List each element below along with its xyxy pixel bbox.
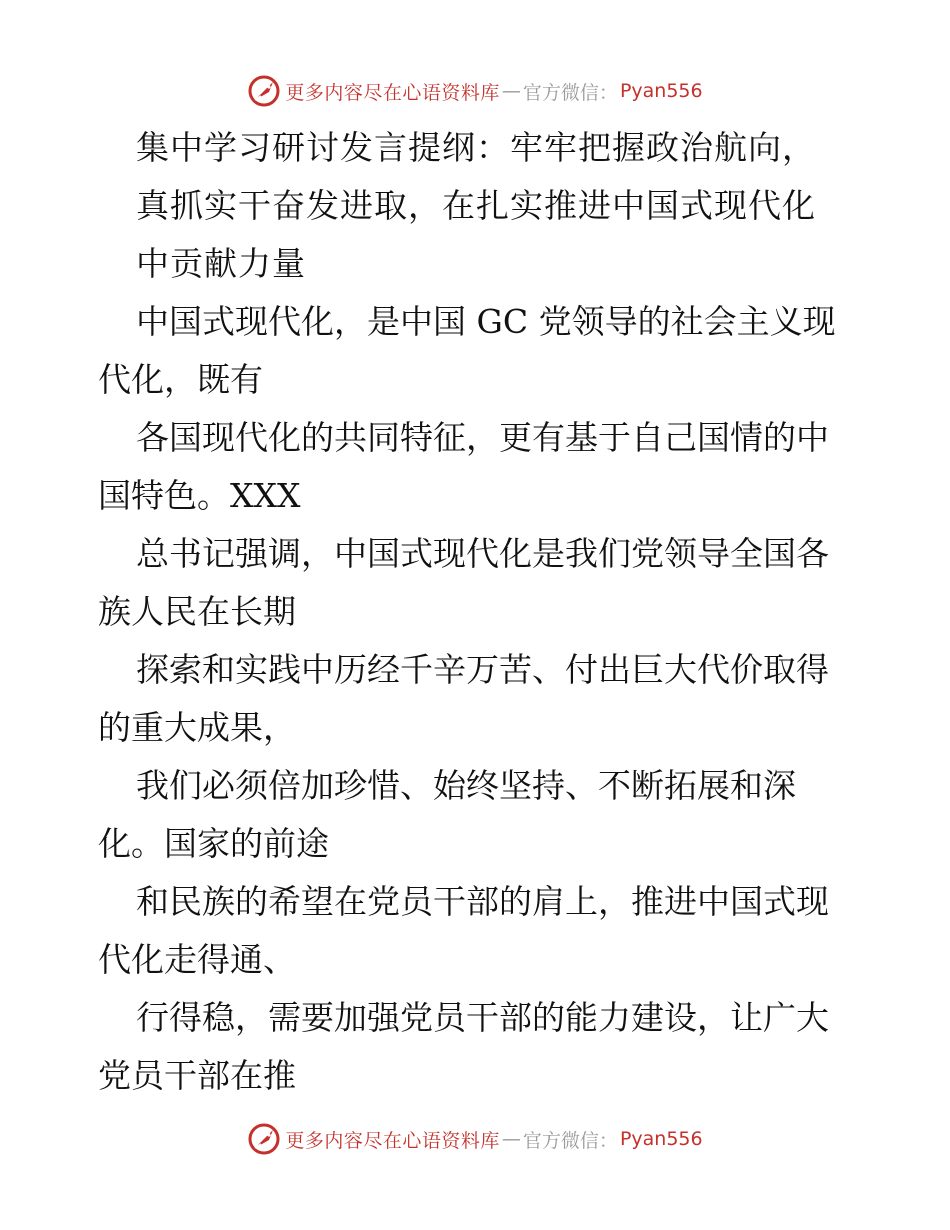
paragraph-line: 代化走得通、: [98, 940, 296, 979]
header-banner: [0, 71, 950, 111]
banner-separator: —: [501, 1128, 521, 1150]
banner-wechat-label: 官方微信：: [522, 81, 618, 104]
document-title-line: 集中学习研讨发言提纲：牢牢把握政治航向，: [136, 128, 816, 167]
banner-separator: —: [501, 80, 521, 102]
paragraph-line: 和民族的希望在党员干部的肩上，推进中国式现: [136, 882, 829, 921]
paragraph-line: 总书记强调，中国式现代化是我们党领导全国各: [136, 534, 829, 573]
paragraph-line: 中国式现代化，是中国 GC 党领导的社会主义现: [136, 302, 836, 341]
banner-main-text: 更多内容尽在心语资料库: [285, 81, 500, 104]
document-title-line: 中贡献力量: [136, 244, 306, 283]
paragraph-line: 代化，既有: [98, 360, 263, 399]
quill-pen-logo-icon: [247, 74, 281, 108]
banner-wechat-id: Pyan556: [619, 1128, 703, 1150]
paragraph-line: 的重大成果，: [98, 708, 296, 747]
banner-main-text: 更多内容尽在心语资料库: [285, 1129, 500, 1152]
paragraph-line: 国特色。XXX: [98, 476, 301, 515]
paragraph-line: 探索和实践中历经千辛万苦、付出巨大代价取得: [136, 650, 829, 689]
banner-wechat-id: Pyan556: [619, 80, 703, 102]
paragraph-line: 行得稳，需要加强党员干部的能力建设，让广大: [136, 998, 829, 1037]
footer-banner: [0, 1119, 950, 1159]
paragraph-line: 化。国家的前途: [98, 824, 329, 863]
paragraph-line: 族人民在长期: [98, 592, 296, 631]
document-body: [98, 119, 858, 1105]
paragraph-line: 我们必须倍加珍惜、始终坚持、不断拓展和深: [136, 766, 796, 805]
quill-pen-logo-icon: [247, 1122, 281, 1156]
document-title-line: 真抓实干奋发进取，在扎实推进中国式现代化: [136, 186, 816, 225]
paragraph-line: 党员干部在推: [98, 1056, 296, 1095]
banner-wechat-label: 官方微信：: [522, 1129, 618, 1152]
paragraph-line: 各国现代化的共同特征，更有基于自己国情的中: [136, 418, 829, 457]
